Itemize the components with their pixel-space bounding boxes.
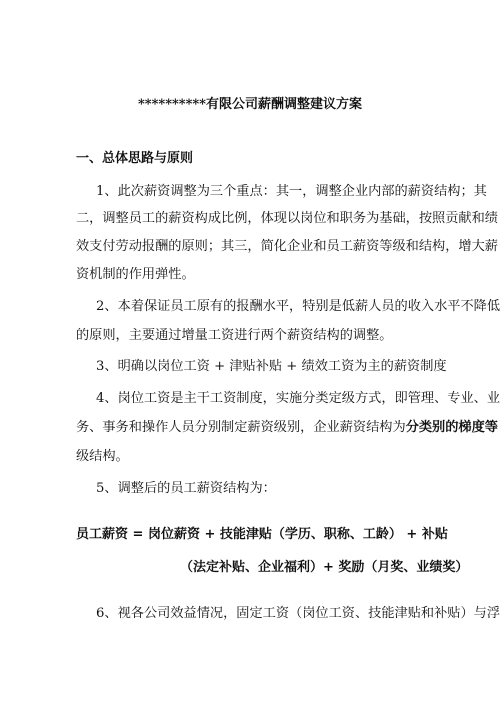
paragraph-5-line-1: 5、调整后的员工薪资结构为：	[96, 481, 276, 496]
paragraph-1-line-3: 效支付劳动报酬的原则；其三，简化企业和员工薪资等级和结构，增大薪	[76, 239, 498, 254]
paragraph-1-line-1: 1、此次薪资调整为三个重点：其一，调整企业内部的薪资结构；其	[96, 184, 487, 199]
document-title: **********有限公司薪酬调整建议方案	[138, 97, 362, 112]
section-heading-1: 一、总体思路与原则	[76, 151, 194, 166]
paragraph-4-line-1: 4、岗位工资是主干工资制度，实施分类定级方式，即管理、专业、业	[96, 391, 500, 406]
paragraph-4-line-3: 级结构。	[76, 449, 129, 464]
paragraph-6-line-1: 6、视各公司效益情况，固定工资（岗位工资、技能津贴和补贴）与浮	[96, 606, 500, 621]
salary-formula-line-2: （法定补贴、企业福利）+ 奖励（月奖、业绩奖）	[180, 560, 469, 575]
salary-formula-line-1: 员工薪资 = 岗位薪资 + 技能津贴（学历、职称、工龄） + 补贴	[76, 527, 448, 542]
paragraph-2-line-2: 的原则，主要通过增量工资进行两个薪资结构的调整。	[76, 328, 393, 343]
paragraph-3-line-1: 3、明确以岗位工资 + 津贴补贴 + 绩效工资为主的薪资制度	[96, 359, 447, 374]
paragraph-4-emphasis: 分类别的梯度等	[405, 420, 498, 435]
paragraph-1-line-2: 二，调整员工的薪资构成比例，体现以岗位和职务为基础，按照贡献和绩	[76, 211, 498, 226]
paragraph-2-line-1: 2、本着保证员工原有的报酬水平，特别是低薪人员的收入水平不降低	[96, 299, 500, 314]
paragraph-4-line-2	[76, 419, 498, 437]
paragraph-4-line-2-text: 务、事务和操作人员分别制定薪资级别，企业薪资结构为	[76, 420, 406, 435]
paragraph-1-line-4: 资机制的作用弹性。	[76, 267, 195, 282]
